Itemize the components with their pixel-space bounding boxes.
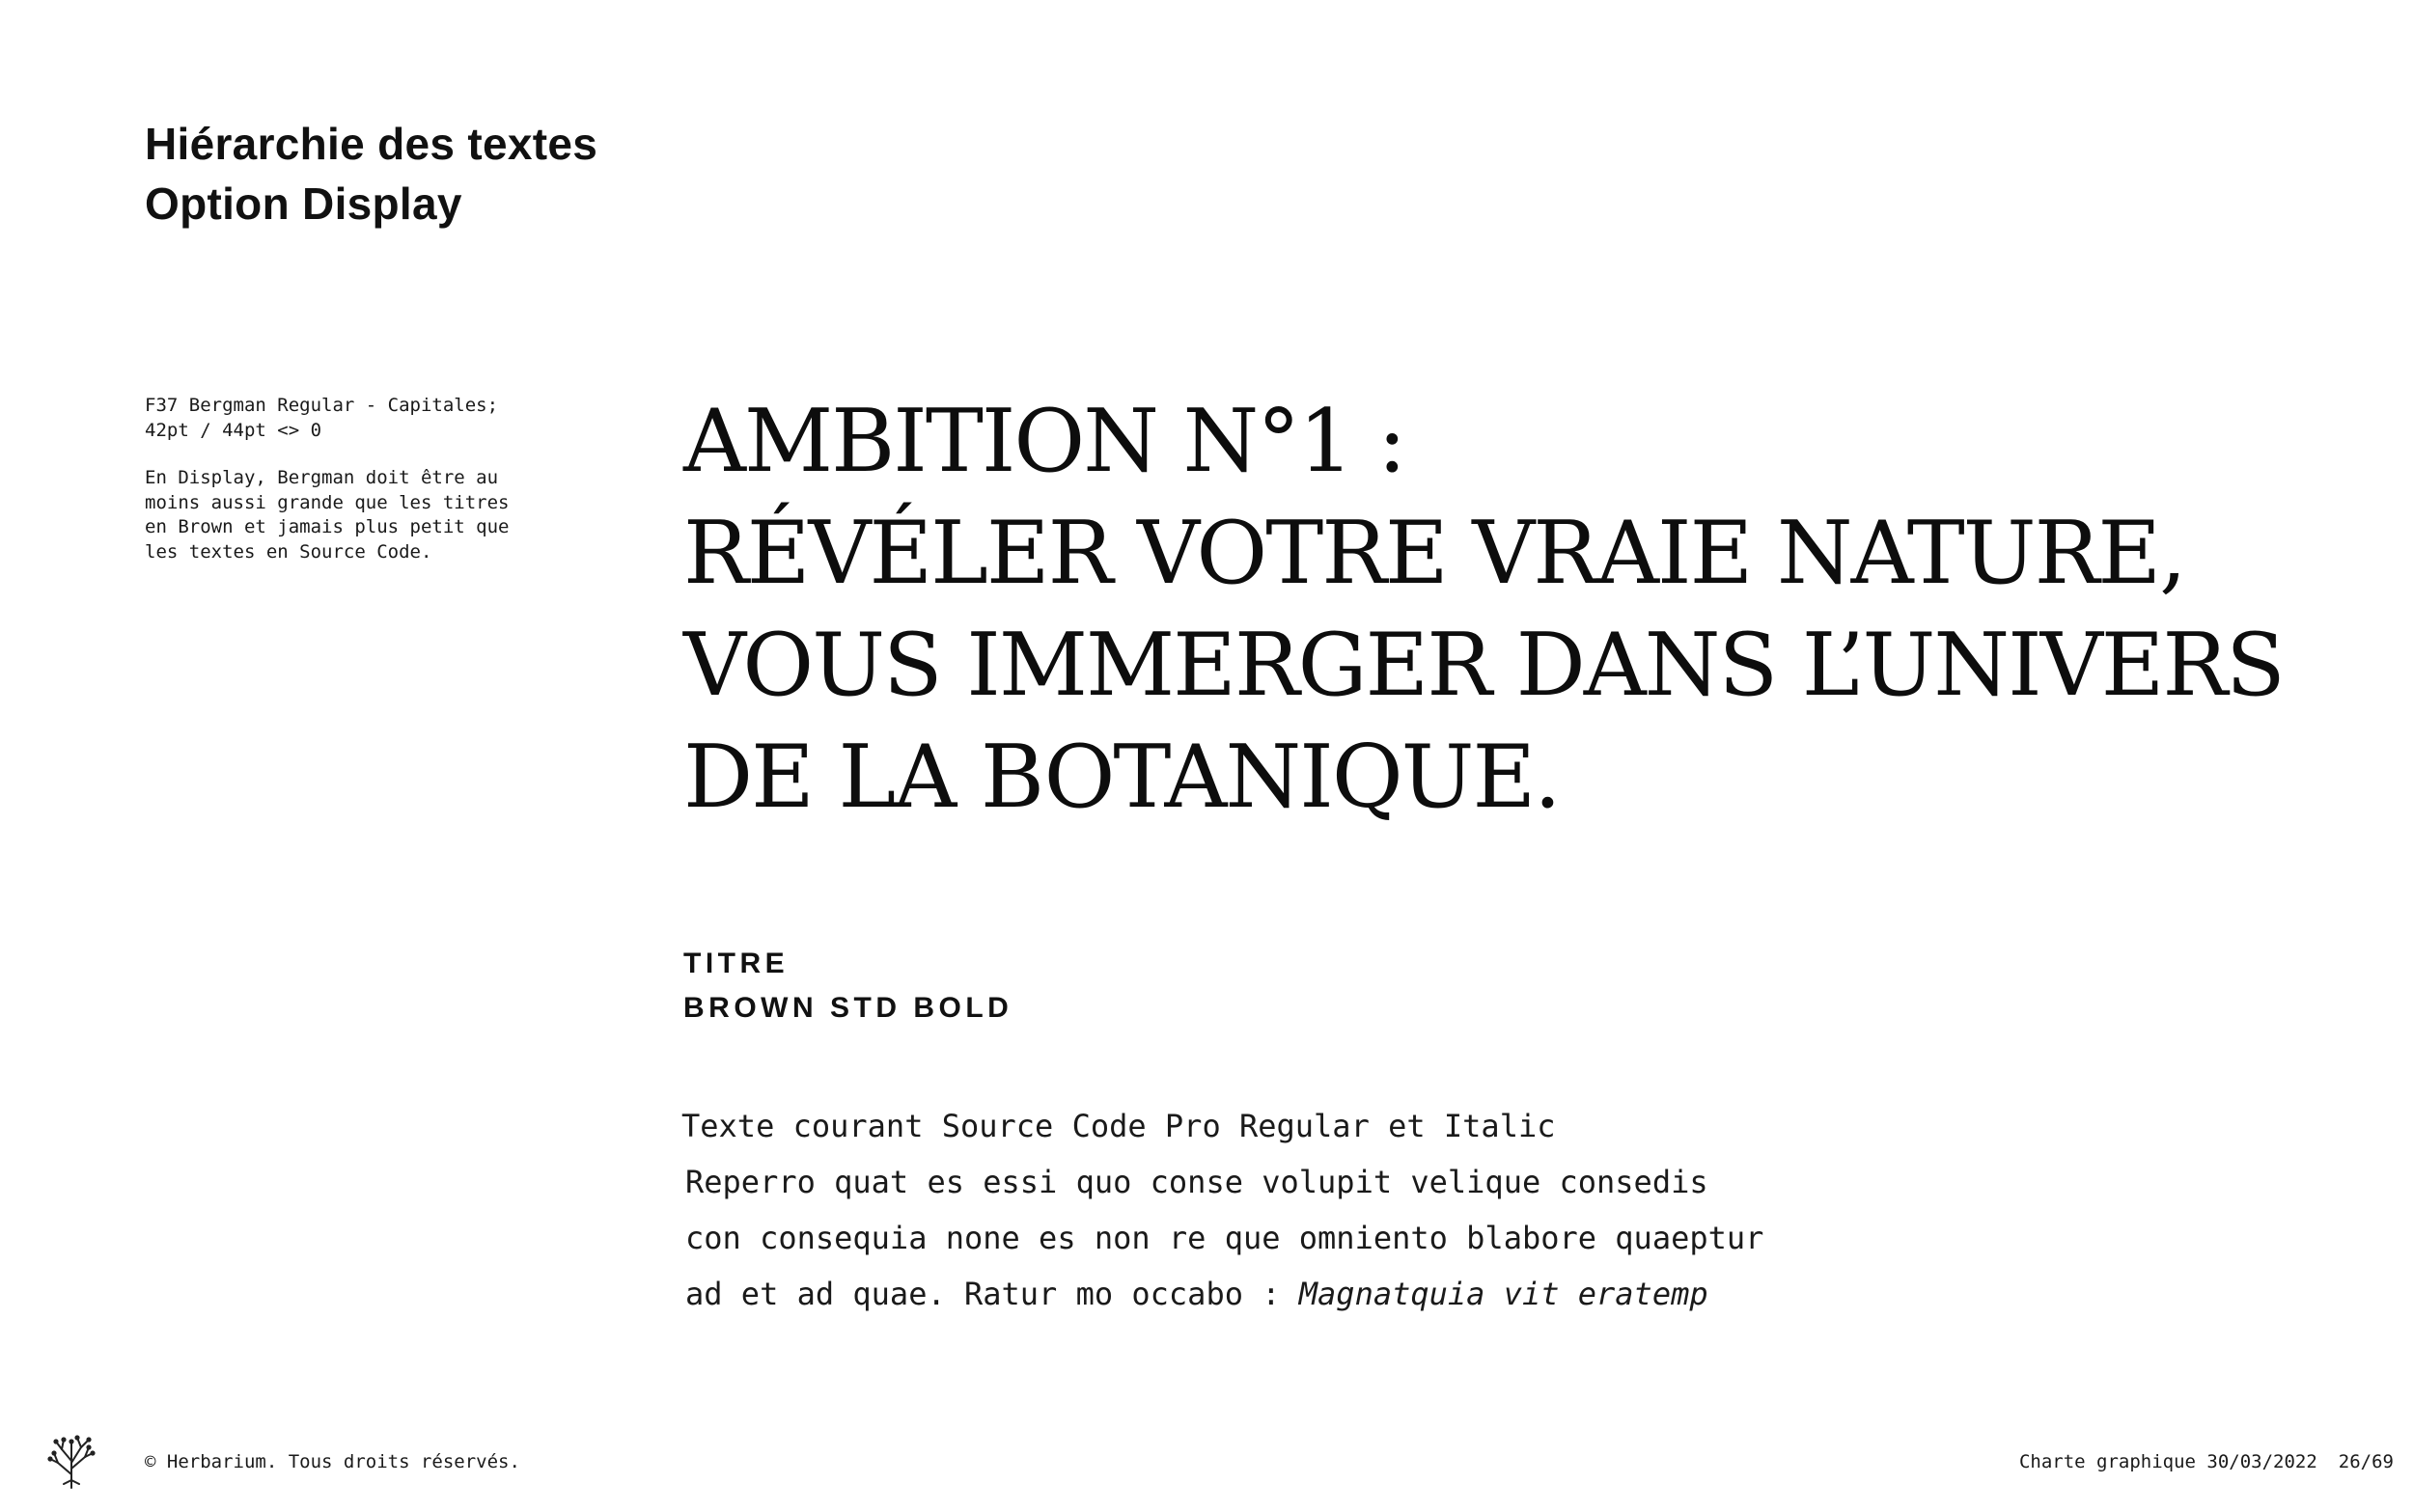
footer-copyright: © Herbarium. Tous droits réservés. [145, 1451, 520, 1472]
usage-note-line-4: les textes en Source Code. [145, 540, 432, 563]
body-text-sample [681, 1098, 1763, 1322]
display-line-1: AMBITION N°1 : [683, 391, 1405, 492]
body-text-line-3: con consequia none es non re que omniento blabore quaeptur [685, 1220, 1764, 1256]
display-line-4: DE LA BOTANIQUE. [683, 727, 1560, 828]
display-line-2: RÉVÉLER VOTRE VRAIE NATURE, [683, 503, 2185, 604]
title-sample-line-2: BROWN STD BOLD [683, 992, 1013, 1024]
document-label: Charte graphique 30/03/2022 [2018, 1451, 2317, 1472]
display-line-3: VOUS IMMERGER DANS L’UNIVERS [683, 615, 2284, 716]
usage-note-line-1: En Display, Bergman doit être au [145, 467, 499, 488]
footer-document-info [2019, 1449, 2394, 1474]
usage-note-line-3: en Brown et jamais plus petit que [145, 516, 510, 537]
page-title-line-1: Hiérarchie des textes [145, 119, 598, 169]
body-text-line-4-regular: ad et ad quae. Ratur mo occabo : [685, 1276, 1299, 1312]
body-text-line-1: Texte courant Source Code Pro Regular et Italic [681, 1108, 1556, 1144]
body-text-line-4-italic: Magnatquia vit eratemp [1298, 1276, 1708, 1312]
font-spec [145, 394, 560, 443]
font-spec-line-1: F37 Bergman Regular - Capitales; [145, 395, 499, 416]
display-headline [683, 386, 2284, 834]
title-sample [683, 942, 1012, 1031]
page-title-line-2: Option Display [145, 179, 462, 229]
typography-spec [145, 394, 560, 588]
title-sample-line-1: TITRE [683, 948, 790, 979]
herbarium-branch-icon [42, 1432, 100, 1490]
page-title [145, 114, 597, 234]
body-text-line-4 [681, 1266, 1763, 1322]
font-spec-line-2: 42pt / 44pt <> 0 [145, 419, 322, 441]
display-usage-note [145, 466, 560, 564]
page-number: 26/69 [2338, 1451, 2394, 1472]
body-text-line-2: Reperro quat es essi quo conse volupit velique consedis [685, 1164, 1708, 1200]
usage-note-line-2: moins aussi grande que les titres [145, 491, 510, 513]
